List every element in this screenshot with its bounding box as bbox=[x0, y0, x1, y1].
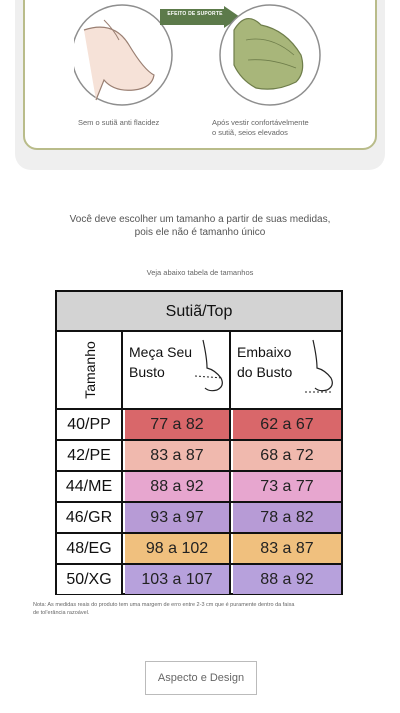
table-row bbox=[57, 565, 341, 596]
size-cell: 48/EG bbox=[57, 534, 123, 563]
underbust-cell: 78 a 82 bbox=[233, 503, 341, 532]
bust-cell: 98 a 102 bbox=[125, 534, 231, 563]
caption-with-bra-line1: Após vestir confortávelmente bbox=[212, 118, 309, 127]
table-row bbox=[57, 534, 341, 565]
bust-cell: 93 a 97 bbox=[125, 503, 231, 532]
table-row bbox=[57, 441, 341, 472]
caption-with-bra-line2: o sutiã, seios elevados bbox=[212, 128, 288, 137]
size-table-body bbox=[57, 410, 341, 596]
bust-header-line2: Busto bbox=[129, 364, 165, 380]
table-row bbox=[57, 472, 341, 503]
bust-header-line1: Meça Seu bbox=[129, 344, 193, 360]
underbust-header-line1: Embaixo bbox=[237, 344, 292, 360]
caption-without-bra: Sem o sutiã anti flacidez bbox=[78, 118, 160, 127]
underbust-cell: 88 a 92 bbox=[233, 565, 341, 594]
support-effect-label: EFEITO DE SUPORTE bbox=[167, 11, 223, 17]
breast-with-bra-illustration bbox=[216, 0, 322, 110]
breast-without-bra-illustration bbox=[74, 0, 174, 110]
table-row bbox=[57, 503, 341, 534]
underbust-cell: 68 a 72 bbox=[233, 441, 341, 470]
caption-with-bra bbox=[212, 118, 342, 138]
underbust-header-line2: do Busto bbox=[237, 364, 293, 380]
underbust-cell: 83 a 87 bbox=[233, 534, 341, 563]
bust-cell: 83 a 87 bbox=[125, 441, 231, 470]
bust-cell: 77 a 82 bbox=[125, 410, 231, 439]
table-intro-note: Veja abaixo tabela de tamanhos bbox=[146, 268, 254, 277]
measurement-footnote bbox=[33, 601, 373, 617]
size-instruction-line2: pois ele não é tamanho único bbox=[134, 227, 266, 238]
bust-column-header bbox=[125, 332, 231, 408]
size-table-title: Sutiã/Top bbox=[57, 292, 341, 332]
size-table-header bbox=[57, 332, 341, 410]
size-instruction bbox=[30, 213, 370, 239]
size-cell: 40/PP bbox=[57, 410, 123, 439]
size-instruction-line1: Você deve escolher um tamanho a partir de suas medidas, bbox=[69, 214, 331, 225]
size-column-label: Tamanho bbox=[82, 341, 98, 399]
underbust-cell: 62 a 67 bbox=[233, 410, 341, 439]
underbust-column-header bbox=[233, 332, 341, 408]
table-row bbox=[57, 410, 341, 441]
size-table bbox=[55, 290, 343, 595]
bust-cell: 103 a 107 bbox=[125, 565, 231, 594]
size-cell: 42/PE bbox=[57, 441, 123, 470]
size-cell: 46/GR bbox=[57, 503, 123, 532]
underbust-measure-icon bbox=[303, 338, 339, 398]
bust-cell: 88 a 92 bbox=[125, 472, 231, 501]
footnote-line2: de tol'erância razoável. bbox=[33, 610, 90, 616]
size-column-header bbox=[57, 332, 123, 408]
size-cell: 50/XG bbox=[57, 565, 123, 594]
size-cell: 44/ME bbox=[57, 472, 123, 501]
underbust-cell: 73 a 77 bbox=[233, 472, 341, 501]
bust-measure-icon bbox=[193, 338, 229, 398]
brand-button[interactable]: Aspecto e Design bbox=[145, 661, 257, 695]
footnote-line1: Nota: As medidas reais do produto tem uma margem de erro entre 2-3 cm que é puramente dentro da faixa bbox=[33, 602, 295, 608]
